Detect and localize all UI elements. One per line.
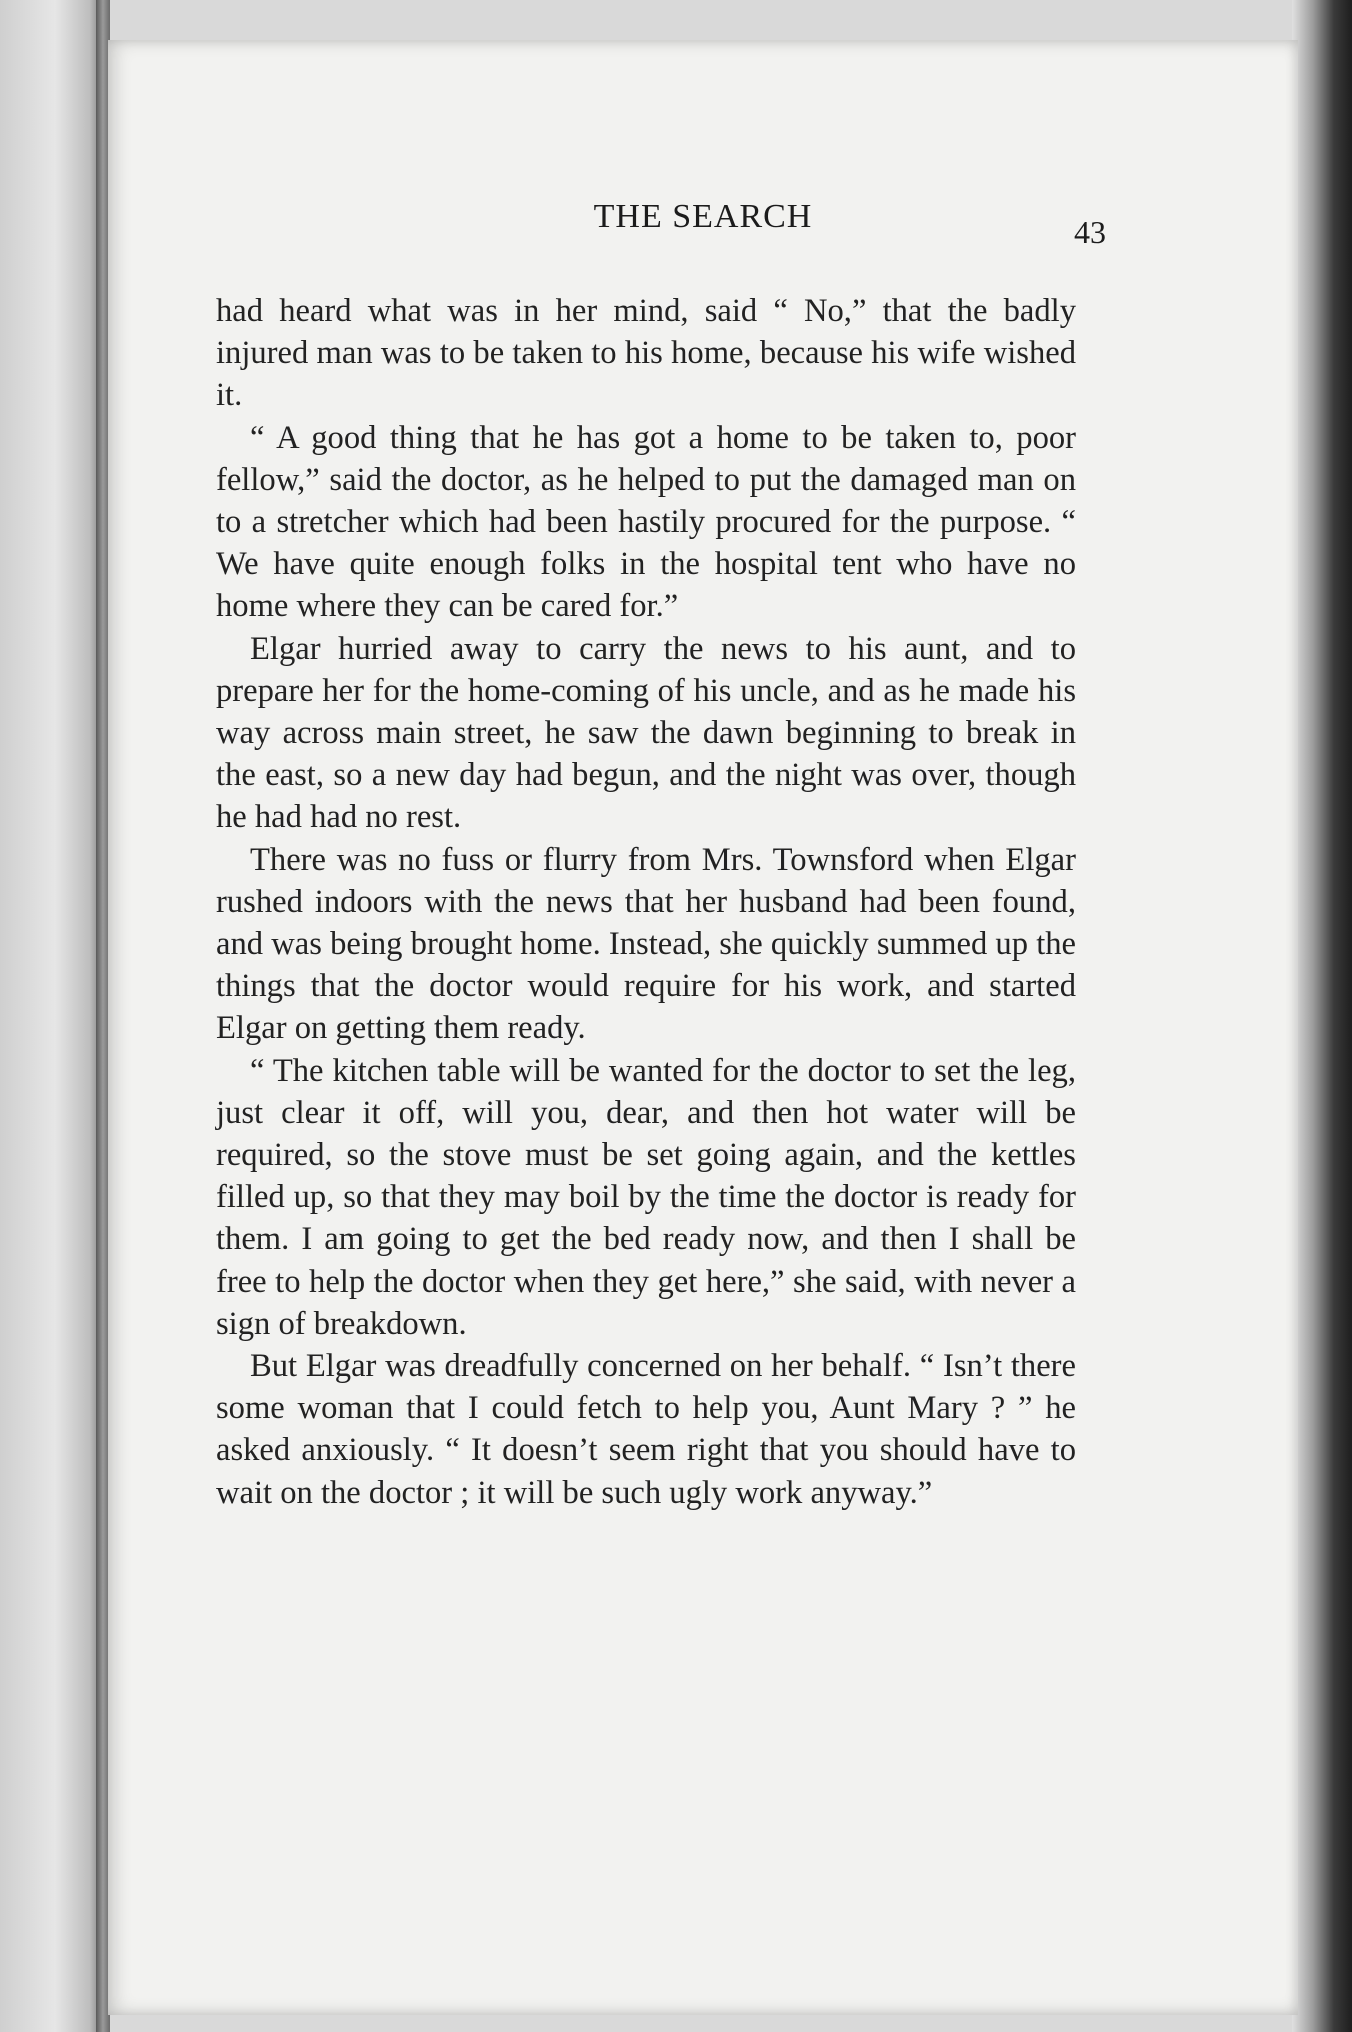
paragraph: “ A good thing that he has got a home to be taken to, poor fellow,” said the doctor, as he helped to put the damaged man on to a stretcher which had been hastily procured for the purpose. “ We have quite enough folks in the hospital tent who have no home where they can be cared for.” bbox=[216, 419, 1076, 625]
body-text bbox=[216, 290, 1076, 1514]
page-number: 43 bbox=[1074, 214, 1106, 250]
paragraph: But Elgar was dreadfully concerned on her behalf. “ Isn’t there some woman that I could fetch to help you, Aunt Mary ? ” he asked anxiously. “ It doesn’t seem right that you should have to wait on the doctor ; it will be such ugly work anyway.” bbox=[216, 1348, 1076, 1511]
paragraph: had heard what was in her mind, said “ No,” that the badly injured man was to be taken to his home, because his wife wished it. bbox=[216, 293, 1076, 414]
paragraph: Elgar hurried away to carry the news to his aunt, and to prepare her for the home-coming of his uncle, and as he made his way across main street, he saw the dawn beginning to break in the east, so a new day had begun, and the night was over, though he had had no rest. bbox=[216, 630, 1076, 836]
paragraph: There was no fuss or flurry from Mrs. Townsford when Elgar rushed indoors with the news that her husband had been found, and was being brought home. Instead, she quickly summed up the things that the doctor would require for his work, and started Elgar on getting them ready. bbox=[216, 841, 1076, 1047]
page-header bbox=[108, 198, 1298, 248]
paragraph: “ The kitchen table will be wanted for the doctor to set the leg, just clear it off, will you, dear, and then hot water will be required, so the stove must be set going again, and the kettles filled up, so that they may boil by the time the doctor is ready for them. I am going to get the bed ready now, and then I shall be free to help the doctor when they get here,” she said, with never a sign of breakdown. bbox=[216, 1052, 1076, 1342]
facing-page-edge bbox=[0, 0, 100, 2032]
book-cover-edge bbox=[1292, 0, 1352, 2032]
running-title: THE SEARCH bbox=[593, 198, 813, 235]
book-page bbox=[108, 40, 1298, 2015]
